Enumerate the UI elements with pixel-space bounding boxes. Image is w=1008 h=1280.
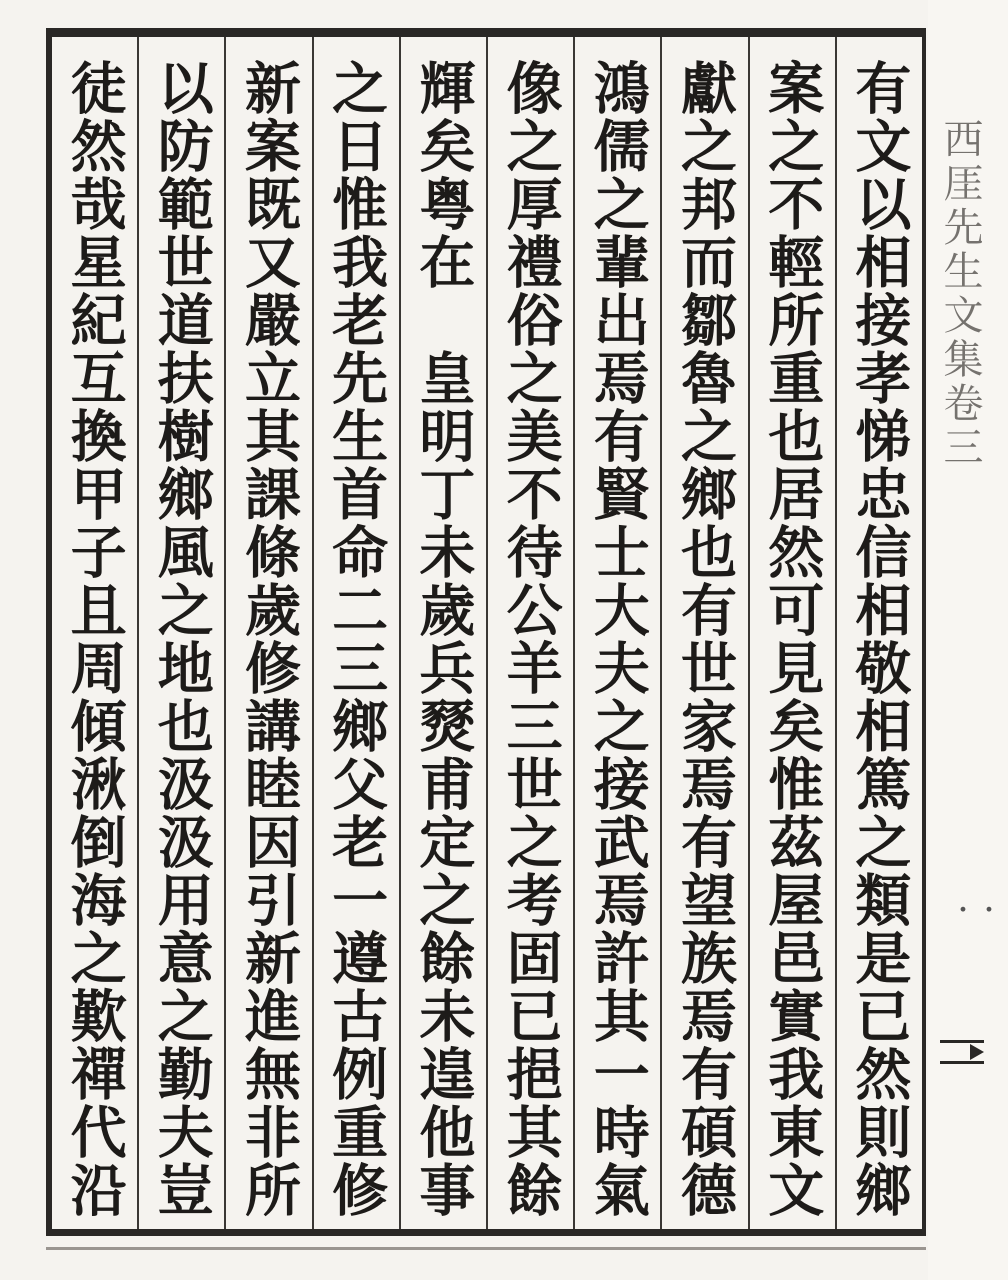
margin-book-title: 西厓先生文集卷三 [937, 118, 983, 470]
column-text: 輝矣粤在 皇明丁未歲兵燹甫定之餘未遑他事 [410, 59, 477, 1219]
text-column-5 [486, 37, 573, 1229]
text-column-9 [137, 37, 224, 1229]
column-text: 案之不輕所重也居然可見矣惟茲屋邑實我東文 [759, 59, 826, 1219]
text-column-6 [399, 37, 486, 1229]
column-text: 像之厚禮俗之美不待公羊三世之考固已挹其餘 [497, 59, 564, 1219]
text-column-3 [660, 37, 747, 1229]
text-column-10 [52, 37, 137, 1229]
column-text: 徒然哉星紀互換甲子且周傾湫倒海之歎禪代沿 [61, 59, 128, 1219]
column-text: 獻之邦而鄒魯之鄉也有世家焉有望族焉有碩德 [671, 59, 738, 1219]
fish-tail-marker-icon [940, 1040, 984, 1064]
column-text: 以防範世道扶樹鄉風之地也汲汲用意之勤夫豈 [148, 59, 215, 1219]
text-column-2 [748, 37, 835, 1229]
text-column-4 [573, 37, 660, 1229]
text-column-8 [224, 37, 311, 1229]
margin-dots: ・・ [950, 896, 1003, 926]
column-text: 之日惟我老先生首命二三鄉父老一遵古例重修 [323, 59, 390, 1219]
column-text: 鴻儒之輩出焉有賢士大夫之接武焉許其一時氣 [584, 59, 651, 1219]
column-text: 新案既又嚴立其課條歲修講睦因引新進無非所 [235, 59, 302, 1219]
text-column-7 [312, 37, 399, 1229]
triangle-icon [970, 1044, 984, 1060]
column-text: 有文以相接孝悌忠信相敬相篤之類是已然則鄉 [846, 59, 913, 1219]
text-column-1 [835, 37, 922, 1229]
bottom-rule [46, 1247, 926, 1250]
text-columns [52, 37, 922, 1229]
